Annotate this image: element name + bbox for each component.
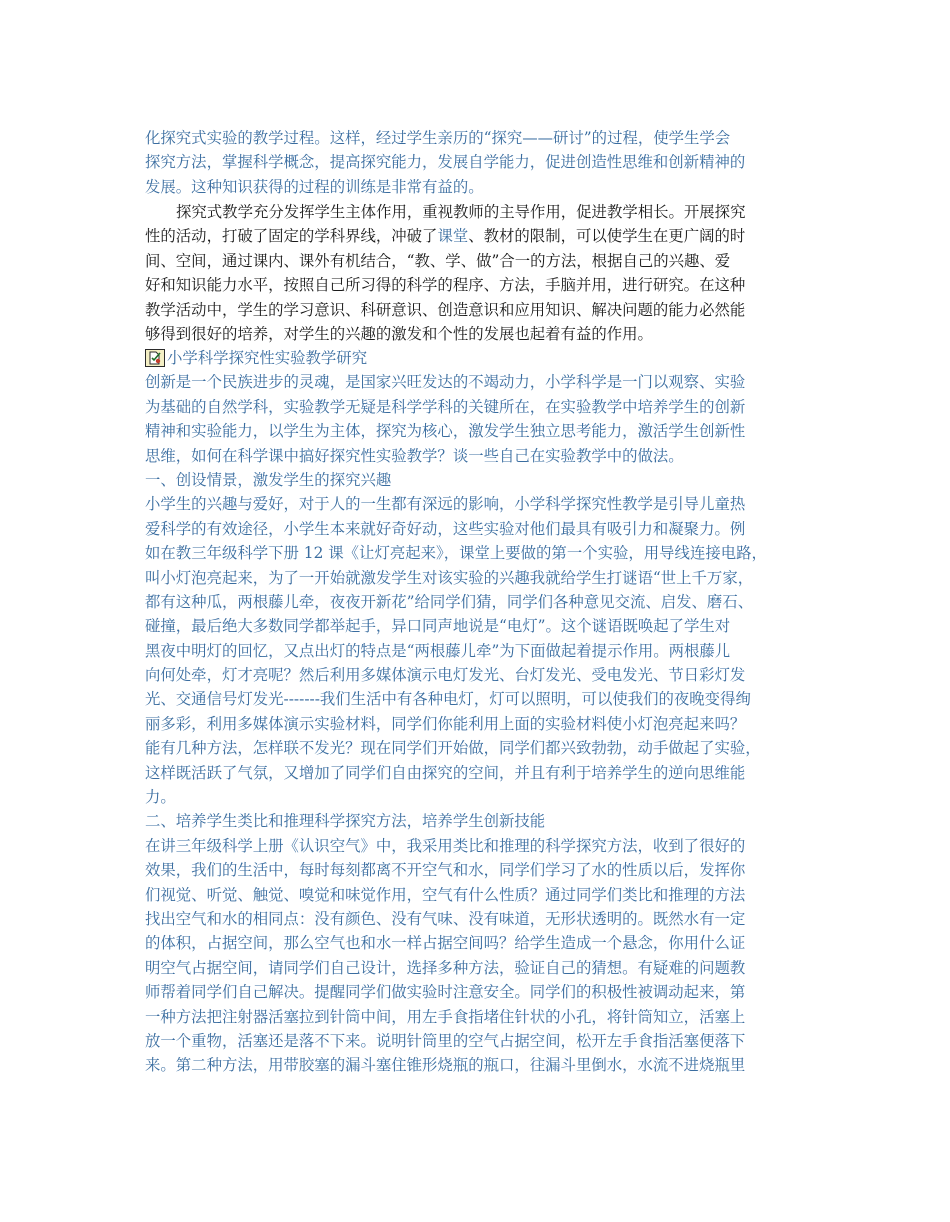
body-paragraph: [145, 200, 810, 346]
document-icon: [145, 349, 165, 367]
text-line: 教学活动中，学生的学习意识、科研意识、创造意识和应用知识、解决问题的能力必然能: [145, 300, 746, 319]
text-line: 如在教三年级科学下册 12 课《让灯亮起来》，课堂上要做的第一个实验，用导线连接电路，: [145, 544, 767, 563]
text-line: 好和知识能力水平，按照自己所习得的科学的程序、方法，手脑并用，进行研究。在这种: [145, 276, 746, 295]
text-line: 探究方法，掌握科学概念，提高探究能力，发展自学能力，促进创造性思维和创新精神的: [145, 153, 746, 172]
text-line: 碰撞，最后绝大多数同学都举起手，异口同声地说是“电灯”。这个谜语既唤起了学生对: [145, 617, 731, 636]
text-line: 丽多彩，利用多媒体演示实验材料，同学们你能利用上面的实验材料使小灯泡亮起来吗？: [145, 714, 746, 733]
text-line: 爱科学的有效途径，小学生本来就好奇好动，这些实验对他们最具有吸引力和凝聚力。例: [145, 519, 746, 538]
text-line: 在讲三年级科学上册《认识空气》中，我采用类比和推理的科学探究方法，收到了很好的: [145, 836, 746, 855]
text-line: 小学生的兴趣与爱好，对于人的一生都有深远的影响，小学科学探究性教学是引导儿童热: [145, 495, 746, 514]
text-line: 化探究式实验的教学过程。这样，经过学生亲历的“探究——研讨”的过程，使学生学会: [145, 129, 731, 147]
text-line: 的体积，占据空间，那么空气也和水一样占据空间吗？给学生造成一个悬念，你用什么证: [145, 934, 746, 953]
classroom-link[interactable]: 课堂: [437, 227, 469, 246]
text-line: 够得到很好的培养，对学生的兴趣的激发和个性的发展也起着有益的作用。: [145, 324, 653, 343]
text-line: 能有几种方法，怎样联不发光？现在同学们开始做，同学们都兴致勃勃，动手做起了实验，: [145, 739, 761, 758]
text-line: 向何处牵，灯才亮呢？然后利用多媒体演示电灯发光、台灯发光、受电发光、节日彩灯发: [145, 666, 746, 685]
intro-tail-paragraph: [145, 126, 810, 199]
text-line: 间、空间，通过课内、课外有机结合，“教、学、做”合一的方法，根据自己的兴趣、爱: [145, 251, 731, 270]
text-line: 找出空气和水的相同点：没有颜色、没有气味、没有味道，无形状透明的。既然水有一定: [145, 909, 746, 928]
text-line: 师帮着同学们自己解决。提醒同学们做实验时注意安全。同学们的积极性被调动起来，第: [145, 983, 746, 1002]
text-line: 思维，如何在科学课中搞好探究性实验教学？谈一些自己在实验教学中的做法。: [145, 446, 684, 465]
text-line: 精神和实验能力，以学生为主体，探究为核心，激发学生独立思考能力，激活学生创新性: [145, 422, 746, 441]
article-section: [145, 346, 810, 1078]
text-line: [145, 224, 810, 248]
text-line: 放一个重物，活塞还是落不下来。说明针筒里的空气占据空间，松开左手食指活塞便落下: [145, 1031, 746, 1050]
text-line: 一种方法把注射器活塞拉到针筒中间，用左手食指堵住针状的小孔，将针筒知立，活塞上: [145, 1007, 746, 1026]
text-line: 来。第二种方法，用带胶塞的漏斗塞住锥形烧瓶的瓶口，往漏斗里倒水，水流不进烧瓶里: [145, 1056, 746, 1075]
article-title-row[interactable]: [145, 346, 810, 370]
text-line: 效果，我们的生活中，每时每刻都离不开空气和水，同学们学习了水的性质以后，发挥你: [145, 861, 746, 880]
text-line: 这样既活跃了气氛，又增加了同学们自由探究的空间，并且有利于培养学生的逆向思维能: [145, 763, 746, 782]
text-line: 光、交通信号灯发光-------我们生活中有各种电灯，灯可以照明，可以使我们的夜晚变得绚: [145, 690, 751, 709]
text-line: 力。: [145, 788, 176, 807]
text-line: 为基础的自然学科，实验教学无疑是科学学科的关键所在，在实验教学中培养学生的创新: [145, 397, 746, 416]
text-line: 发展。这种知识获得的过程的训练是非常有益的。: [145, 177, 484, 196]
text-segment: 性的活动，打破了固定的学科界线，冲破了: [145, 227, 438, 246]
section-heading-1: 一、创设情景，激发学生的探究兴趣: [145, 470, 392, 489]
text-line: 们视觉、听觉、触觉、嗅觉和味觉作用，空气有什么性质？通过同学们类比和推理的方法: [145, 885, 746, 904]
text-line: 创新是一个民族进步的灵魂，是国家兴旺发达的不竭动力，小学科学是一门以观察、实验: [145, 373, 746, 392]
section-heading-2: 二、培养学生类比和推理科学探究方法，培养学生创新技能: [145, 812, 546, 831]
text-line: 明空气占据空间，请同学们自己设计，选择多种方法，验证自己的猜想。有疑难的问题教: [145, 958, 746, 977]
text-segment: 、教材的限制，可以使学生在更广阔的时: [468, 227, 746, 246]
text-line: 都有这种瓜，两根藤儿牵，夜夜开新花”给同学们猜，同学们各种意见交流、启发、磨石、: [145, 592, 754, 611]
text-line: 叫小灯泡亮起来，为了一开始就激发学生对该实验的兴趣我就给学生打谜语“世上千万家，: [145, 568, 754, 587]
text-line: 探究式教学充分发挥学生主体作用，重视教师的主导作用，促进教学相长。开展探究: [176, 203, 746, 221]
article-title[interactable]: 小学科学探究性实验教学研究: [167, 349, 368, 367]
text-line: 黑夜中明灯的回忆，又点出灯的特点是“两根藤儿牵”为下面做起着提示作用。两根藤儿: [145, 641, 731, 660]
